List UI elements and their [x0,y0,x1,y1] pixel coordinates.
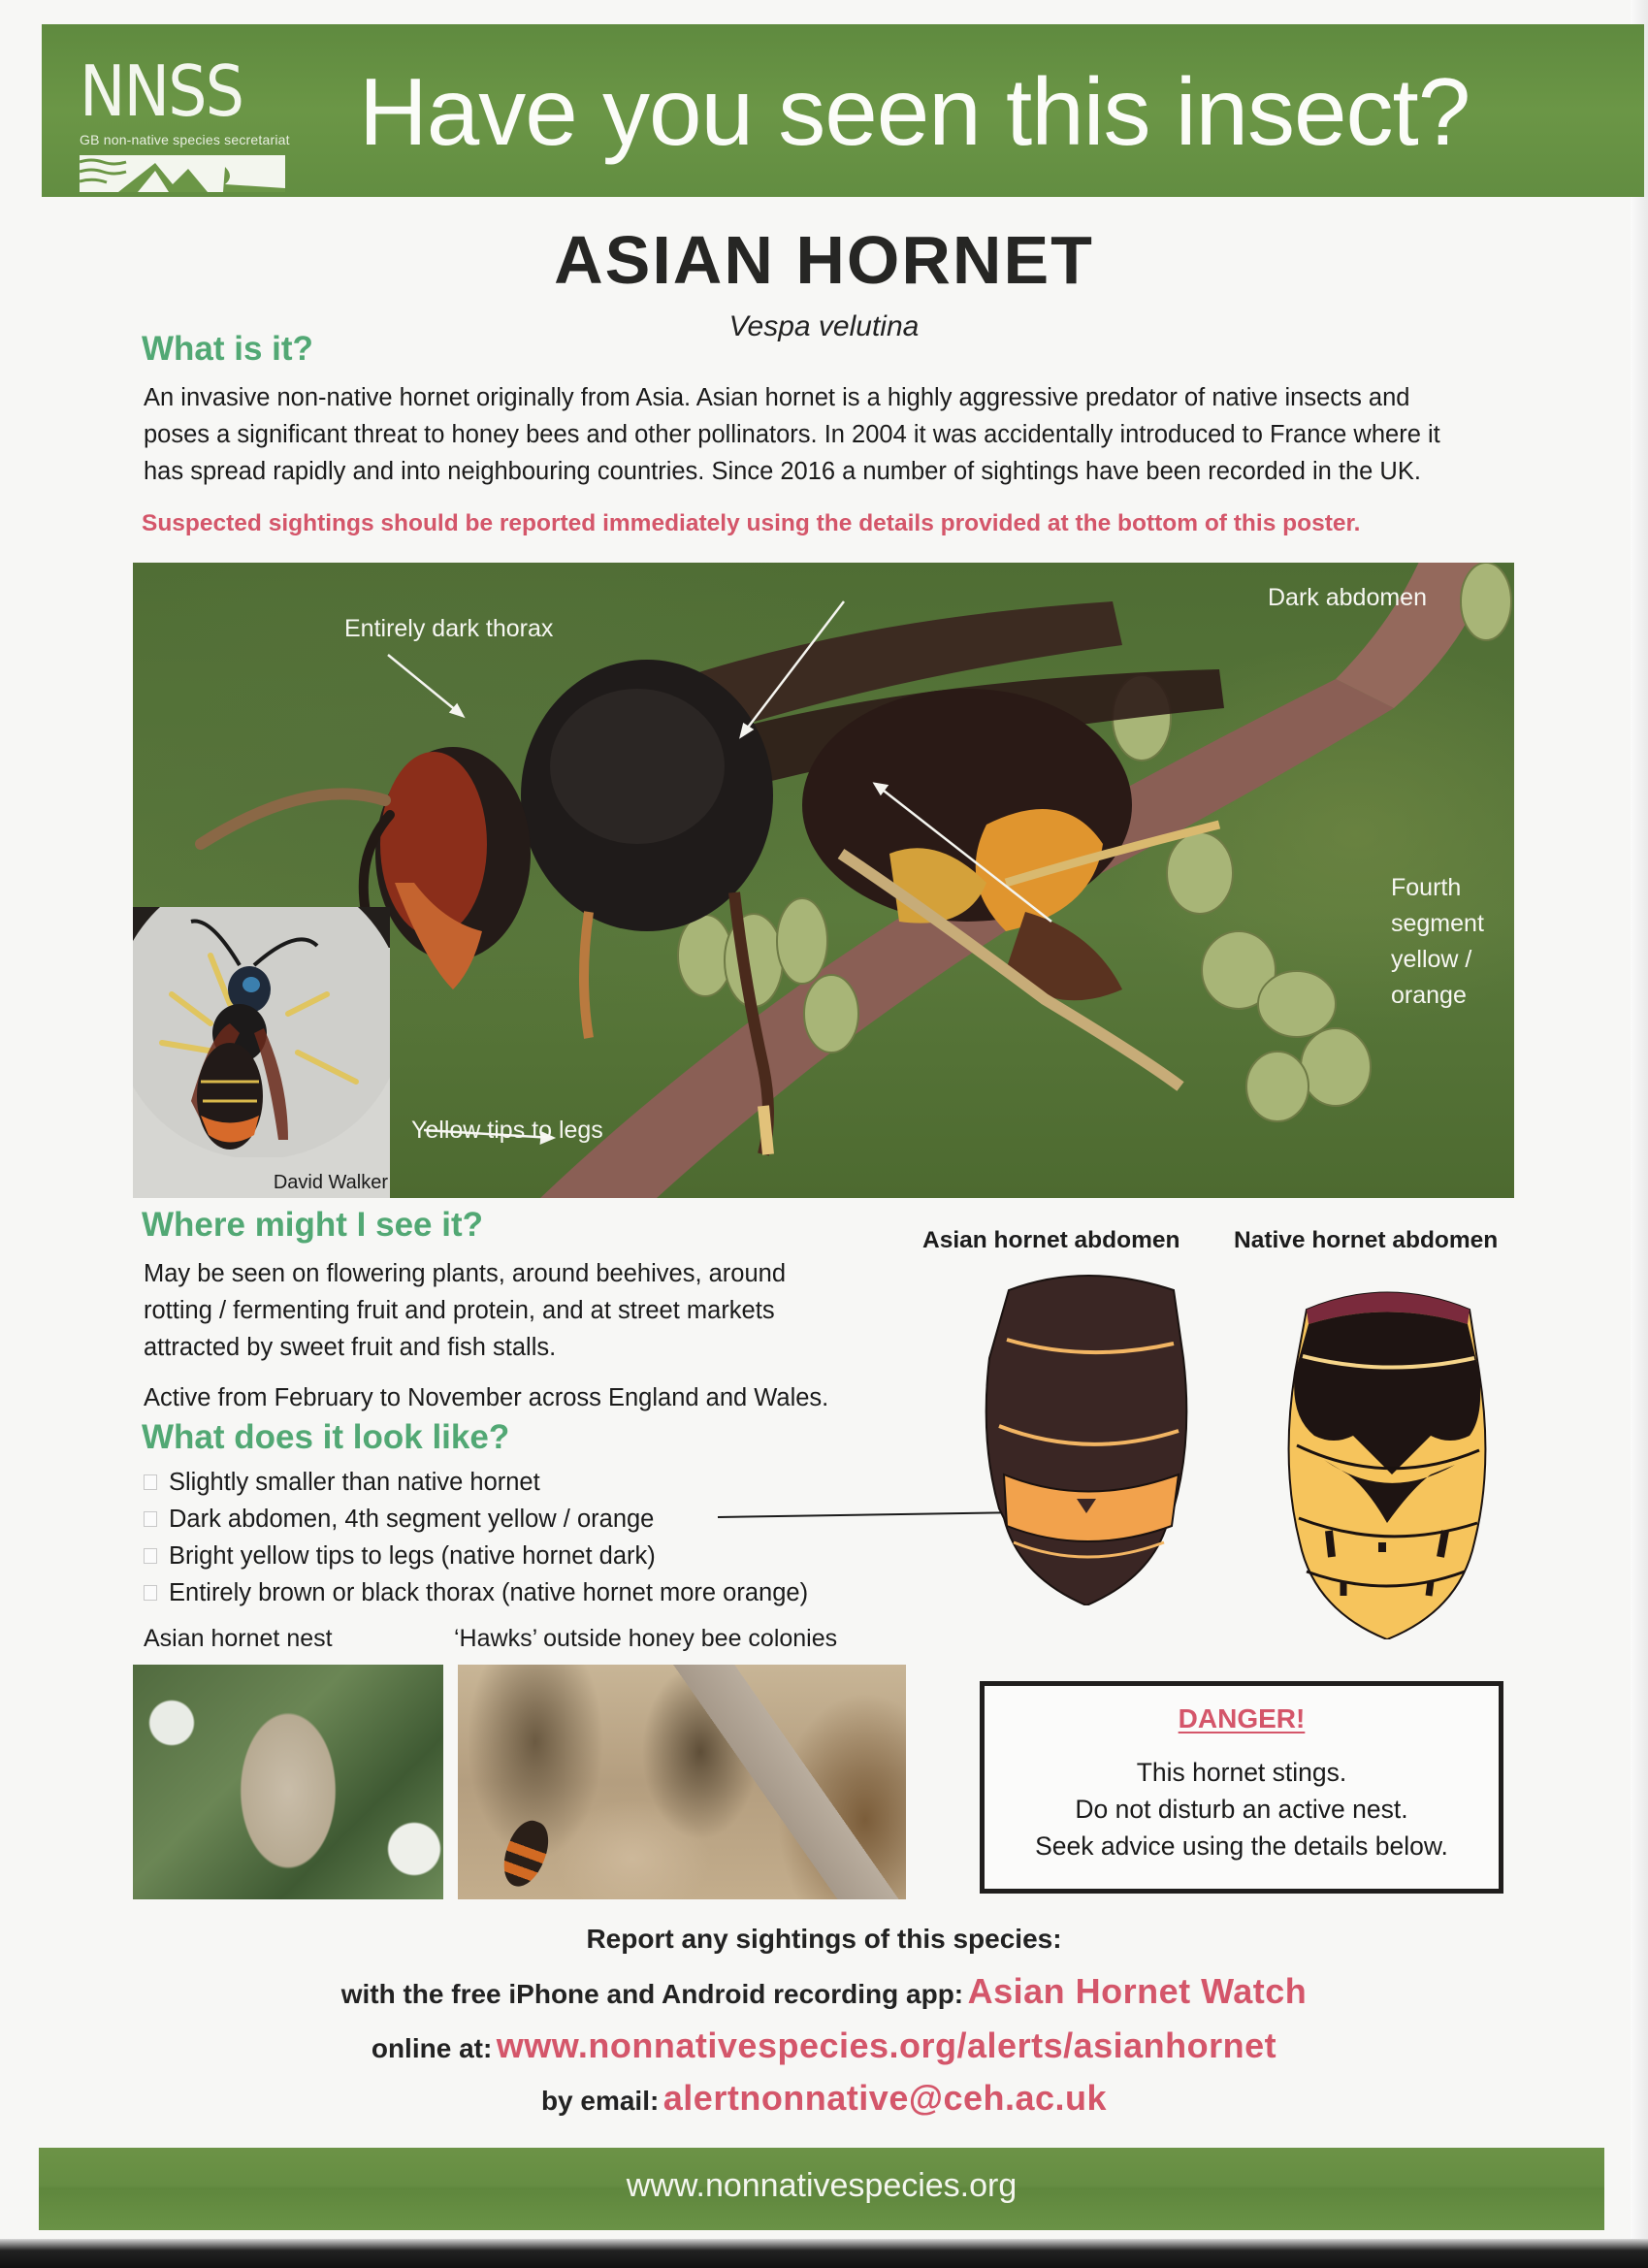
nest-photo [133,1665,443,1899]
heading-what-is-it: What is it? [142,330,313,368]
email-link[interactable]: alertnonnative@ceh.ac.uk [662,2078,1108,2118]
callout-thorax: Entirely dark thorax [344,615,554,642]
danger-box [980,1681,1503,1894]
text-line: rotting / fermenting fruit and protein, and at street markets [144,1297,775,1324]
headline: Have you seen this insect? [359,58,1470,165]
checkbox-icon [144,1585,157,1601]
actual-size-inset [133,907,390,1198]
text-line: attracted by sweet fruit and fish stalls. [144,1334,557,1361]
text-line: An invasive non-native hornet originally from Asia. Asian hornet is a highly aggressive predator of native insects and [144,384,1410,411]
callout-line: Fourth [1391,874,1462,901]
actual-size-hornet-icon [133,907,390,1157]
active-period: Active from February to November across England and Wales. [144,1384,829,1411]
logo-subtitle: GB non-native species secretariat [80,132,290,147]
online-label: online at: [371,2033,493,2063]
checklist-item [144,1574,808,1611]
checklist-text: Bright yellow tips to legs (native hornet dark) [169,1542,656,1570]
text-line: May be seen on flowering plants, around beehives, around [144,1260,787,1287]
logo-wordmark: NNSS [80,50,243,132]
checklist-item [144,1501,808,1538]
identification-checklist [144,1464,808,1611]
report-email-line [0,2078,1648,2119]
report-heading: Report any sightings of this species: [586,1924,1062,1954]
checklist-text: Entirely brown or black thorax (native hornet more orange) [169,1579,809,1606]
callout-line: segment [1391,910,1484,937]
hawks-photo [458,1665,906,1899]
checkbox-icon [144,1474,157,1490]
app-name-link[interactable]: Asian Hornet Watch [967,1971,1308,2011]
heading-look-like: What does it look like? [142,1418,510,1456]
danger-line: This hornet stings. [1136,1758,1347,1787]
scan-edge [0,2239,1648,2268]
hawks-caption: ‘Hawks’ outside honey bee colonies [454,1625,838,1652]
heading-where: Where might I see it? [142,1206,483,1244]
where-text [144,1255,786,1366]
nnss-logo [80,50,293,197]
page-title: ASIAN HORNET [554,222,1094,298]
hornet-in-flight-icon [496,1815,556,1892]
checklist-text: Slightly smaller than native hornet [169,1469,540,1496]
app-label: with the free iPhone and Android recording app: [340,1979,964,2009]
danger-line: Seek advice using the details below. [1035,1831,1448,1861]
native-abdomen-diagram [1285,1280,1489,1639]
footer-url-link[interactable]: www.nonnativespecies.org [626,2167,1018,2204]
checklist-text: Dark abdomen, 4th segment yellow / orange [169,1506,655,1533]
callout-line: orange [1391,982,1467,1009]
danger-line: Do not disturb an active nest. [1075,1795,1408,1824]
callout-line: yellow / [1391,946,1472,973]
latin-name: Vespa velutina [728,310,920,342]
photo-credit: David Walker [273,1172,388,1193]
callout-segment [1391,870,1484,1014]
callout-abdomen: Dark abdomen [1268,584,1427,611]
landscape-logo-icon [80,155,285,192]
checkbox-icon [144,1548,157,1564]
asian-abdomen-diagram [980,1266,1193,1605]
danger-title: DANGER! [1178,1703,1306,1733]
nest-caption: Asian hornet nest [144,1625,333,1652]
text-line: has spread rapidly and into neighbouring countries. Since 2016 a number of sightings have been recorded in the UK. [144,458,1421,485]
text-line: poses a significant threat to honey bees and other pollinators. In 2004 it was accidentally introduced to France where it [144,421,1440,448]
report-alert: Suspected sightings should be reported immediately using the details provided at the bottom of this poster. [142,510,1361,536]
hornet-photo [133,563,1514,1198]
checklist-item [144,1538,808,1574]
callout-legs: Yellow tips to legs [411,1117,603,1144]
what-is-it-text [144,379,1540,490]
native-abdomen-label: Native hornet abdomen [1234,1227,1499,1253]
email-label: by email: [540,2086,660,2116]
checkbox-icon [144,1511,157,1527]
online-url-link[interactable]: www.nonnativespecies.org/alerts/asianhornet [496,2025,1277,2065]
footer-band [39,2148,1604,2230]
asian-abdomen-label: Asian hornet abdomen [922,1227,1180,1253]
report-app-line [0,1971,1648,2012]
checklist-item [144,1464,808,1501]
report-online-line [0,2025,1648,2066]
